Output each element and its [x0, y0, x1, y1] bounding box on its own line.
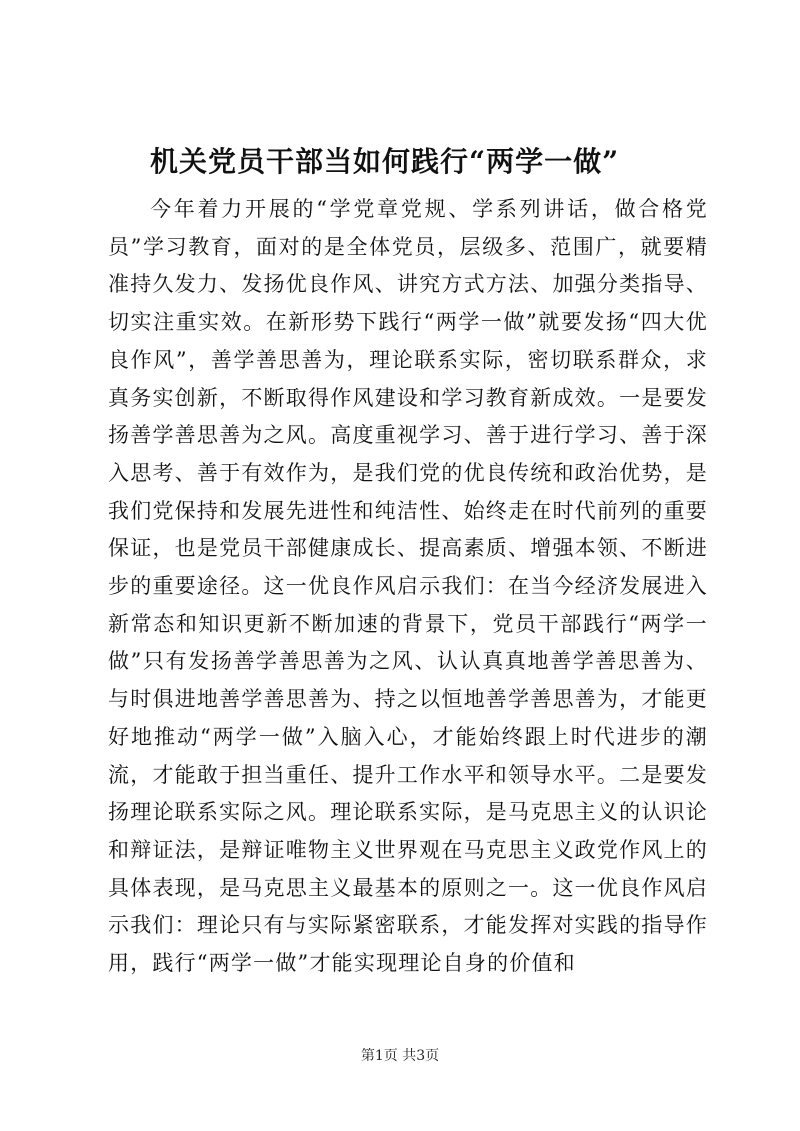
document-title: 机关党员干部当如何践行“两学一做”	[150, 145, 620, 178]
body-paragraph: 今年着力开展的“学党章党规、学系列讲话，做合格党员”学习教育，面对的是全体党员，层级多、范围广，就要精准持久发力、发扬优良作风、讲究方式方法、加强分类指导、切实注重实效。在新形势下践行“两学一做”就要发扬“四大优良作风”，善学善思善为，理论联系实际，密切联系群众，求真务实创新，不断取得作风建设和学习教育新成效。一是要发扬善学善思善为之风。高度重视学习、善于进行学习、善于深入思考、善于有效作为，是我们党的优良传统和政治优势，是我们党保持和发展先进性和纯洁性、始终走在时代前列的重要保证，也是党员干部健康成长、提高素质、增强本领、不断进步的重要途径。这一优良作风启示我们：在当今经济发展进入新常态和知识更新不断加速的背景下，党员干部践行“两学一做”只有发扬善学善思善为之风、认认真真地善学善思善为、与时俱进地善学善思善为、持之以恒地善学善思善为，才能更好地推动“两学一做”入脑入心，才能始终跟上时代进步的潮流，才能敢于担当重任、提升工作水平和领导水平。二是要发扬理论联系实际之风。理论联系实际，是马克思主义的认识论和辩证法，是辩证唯物主义世界观在马克思主义政党作风上的具体表现，是马克思主义最基本的原则之一。这一优良作风启示我们：理论只有与实际紧密联系，才能发挥对实践的指导作用，践行“两学一做”才能实现理论自身的价值和	[108, 197, 708, 976]
page-footer: 第1页 共3页	[360, 1048, 440, 1064]
